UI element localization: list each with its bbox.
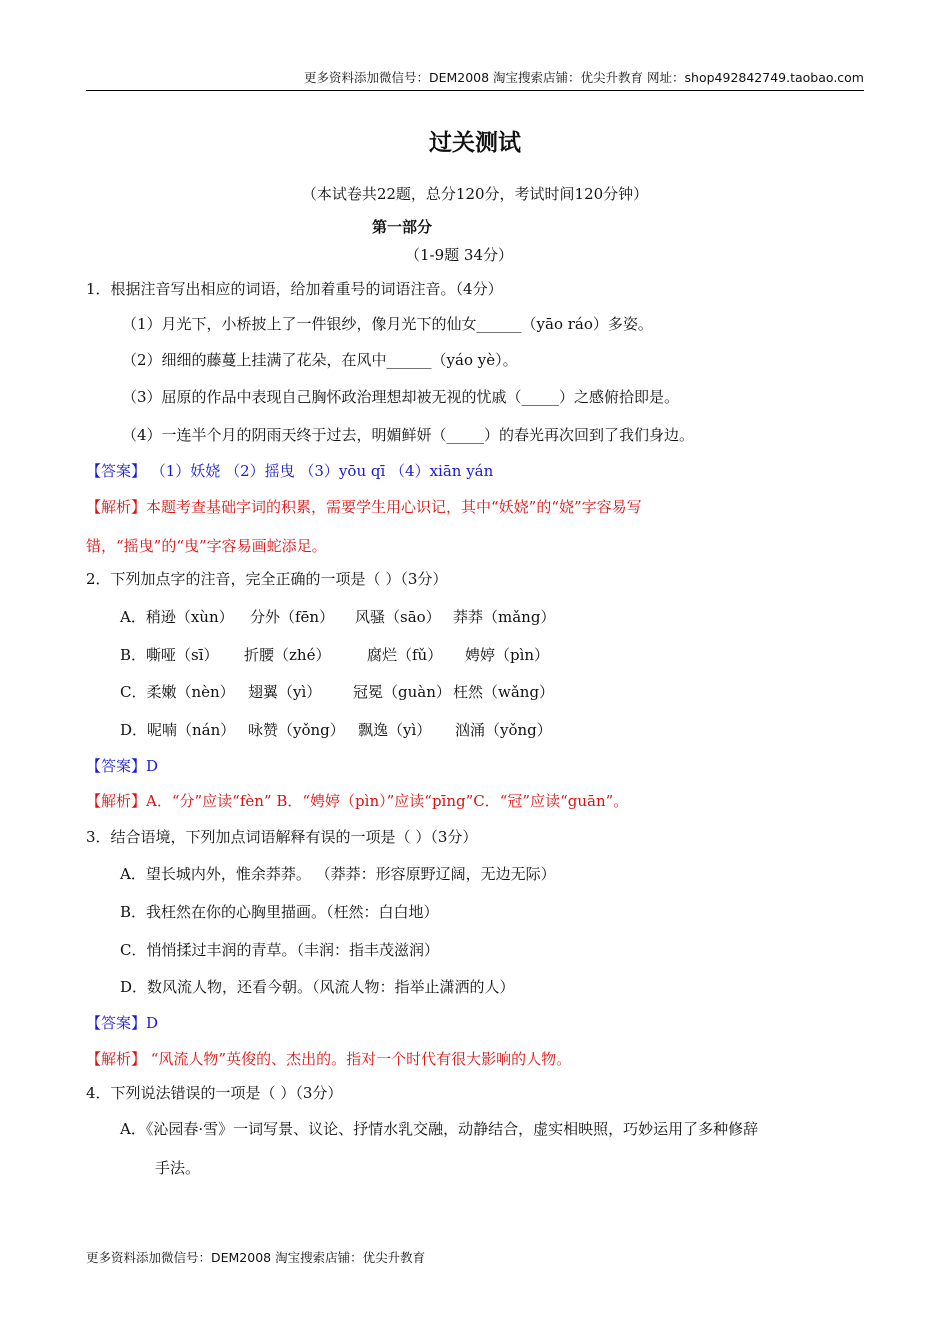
word: 风骚（sāo） bbox=[355, 608, 441, 626]
part-heading: 第一部分 bbox=[372, 218, 433, 236]
word: A．稍逊（xùn） bbox=[120, 608, 234, 626]
page-title: 过关测试 bbox=[429, 130, 521, 156]
q2-option-a bbox=[120, 606, 555, 627]
q1-item: （4）一连半个月的阴雨天终于过去，明媚鲜妍（_____）的春光再次回到了我们身边。 bbox=[122, 426, 695, 444]
q2-option-d bbox=[120, 719, 552, 740]
word: C．柔嫩（nèn） bbox=[120, 683, 235, 701]
word: 莽莽（mǎng） bbox=[453, 608, 556, 626]
q1-item: （1）月光下，小桥披上了一件银纱，像月光下的仙女______（yāo ráo）多姿。 bbox=[122, 315, 653, 333]
subtitle: （本试卷共22题，总分120分，考试时间120分钟） bbox=[301, 185, 649, 203]
word: 咏赞（yǒng） bbox=[248, 721, 345, 739]
q3-analysis: 【解析】 “风流人物”英俊的、杰出的。指对一个时代有很大影响的人物。 bbox=[86, 1050, 572, 1068]
page-footer: 更多资料添加微信号：DEM2008 淘宝搜索店铺：优尖升教育 bbox=[86, 1250, 426, 1265]
q2-analysis: 【解析】A．“分”应读“fèn” B．“娉婷（pìn）”应读“pīng”C．“冠”应读“guān”。 bbox=[86, 792, 629, 810]
q3-option-c: C．悄悄揉过丰润的青草。（丰润：指丰茂滋润） bbox=[120, 941, 439, 959]
word: 飘逸（yì） bbox=[358, 721, 432, 739]
q4-stem: 4．下列说法错误的一项是（ ）（3分） bbox=[86, 1084, 343, 1102]
word: B．嘶哑（sī） bbox=[120, 646, 219, 664]
q3-option-d: D．数风流人物，还看今朝。（风流人物：指举止潇洒的人） bbox=[120, 978, 515, 996]
word: 折腰（zhé） bbox=[244, 646, 331, 664]
q1-stem: 1．根据注音写出相应的词语，给加着重号的词语注音。（4分） bbox=[86, 280, 503, 298]
q3-option-b: B．我枉然在你的心胸里描画。（枉然：白白地） bbox=[120, 903, 439, 921]
q1-item: （3）屈原的作品中表现自己胸怀政治理想却被无视的忧戚（_____）之感俯拾即是。 bbox=[122, 388, 680, 406]
word: 腐烂（fǔ） bbox=[367, 646, 443, 664]
q1-answer: 【答案】 （1）妖娆 （2）摇曳 （3）yōu qī （4）xiān yán bbox=[86, 462, 494, 480]
word: D．呢喃（nán） bbox=[120, 721, 236, 739]
word: 娉婷（pìn） bbox=[465, 646, 550, 664]
q3-stem: 3．结合语境，下列加点词语解释有误的一项是（ ）（3分） bbox=[86, 828, 478, 846]
q2-answer: 【答案】D bbox=[86, 757, 159, 775]
q1-item: （2）细细的藤蔓上挂满了花朵，在风中______（yáo yè）。 bbox=[122, 351, 518, 369]
q2-stem: 2．下列加点字的注音，完全正确的一项是（ ）（3分） bbox=[86, 570, 448, 588]
word: 枉然（wǎng） bbox=[453, 683, 555, 701]
word: 分外（fēn） bbox=[250, 608, 335, 626]
q2-option-b bbox=[120, 644, 549, 665]
q4-option-a-cont: 手法。 bbox=[155, 1159, 201, 1177]
word: 汹涌（yǒng） bbox=[455, 721, 552, 739]
q3-answer: 【答案】D bbox=[86, 1014, 159, 1032]
word: 翅翼（yì） bbox=[248, 683, 322, 701]
q2-option-c bbox=[120, 681, 554, 702]
page-header: 更多资料添加微信号：DEM2008 淘宝搜索店铺：优尖升教育 网址：shop492842749.taobao.com bbox=[86, 68, 864, 91]
part-range: （1-9题 34分） bbox=[405, 246, 514, 264]
q1-analysis: 【解析】本题考查基础字词的积累，需要学生用心识记，其中“妖娆”的“娆”字容易写 bbox=[86, 498, 642, 516]
q3-option-a: A．望长城内外，惟余莽莽。 （莽莽：形容原野辽阔，无边无际） bbox=[120, 865, 556, 883]
word: 冠冕（guàn） bbox=[353, 683, 451, 701]
q1-analysis-cont: 错，“摇曳”的“曳”字容易画蛇添足。 bbox=[86, 537, 327, 555]
q4-option-a: A．《沁园春·雪》一词写景、议论、抒情水乳交融，动静结合，虚实相映照，巧妙运用了多种修辞 bbox=[120, 1120, 759, 1138]
